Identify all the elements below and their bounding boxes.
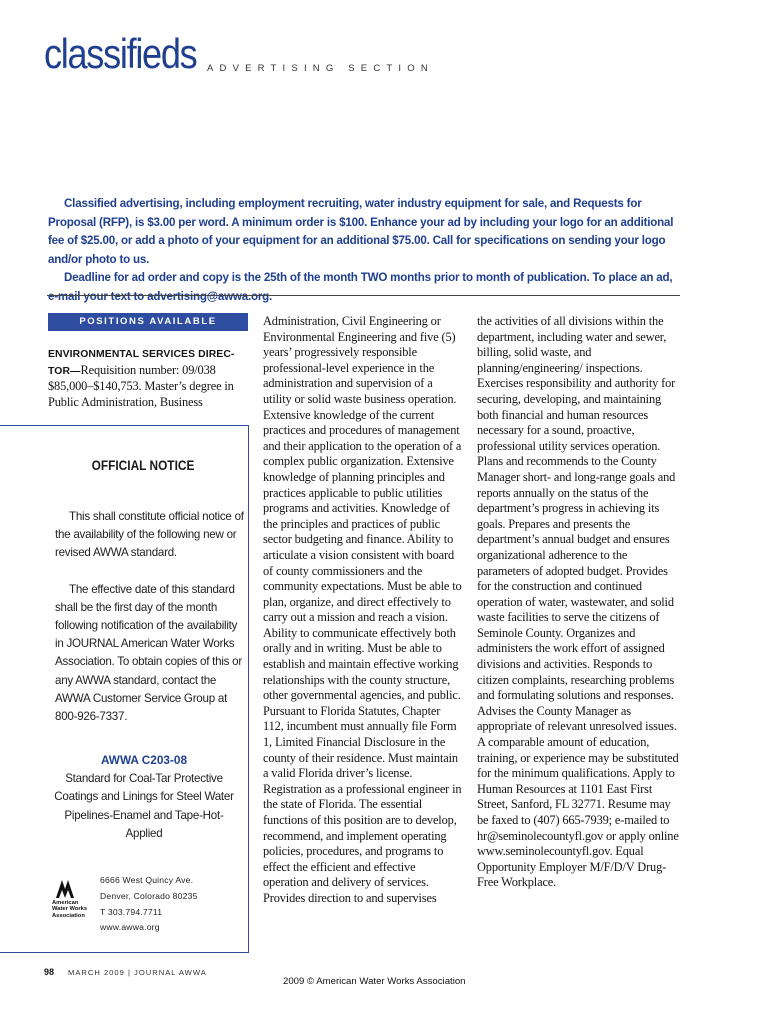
notice-paragraph-2: The effective date of this standard shall be the first day of the month following notification of the availability in JOURNAL American Water Works Association. To obtain copies of this or any AWWA standard, contact the AWWA Customer Service Group at 800-926-7337.: [55, 582, 242, 724]
address-phone: T 303.794.7711: [100, 906, 163, 917]
top-divider: [47, 295, 680, 296]
journal-issue: MARCH 2009 | JOURNAL AWWA: [68, 968, 207, 977]
job-text-col1: Requisition number: 09/038 $85,000–$140,753. Master’s degree in Public Administration, Business: [48, 362, 234, 409]
intro-block: [48, 195, 680, 306]
job-text-col3: the activities of all divisions within the department, including water and sewer, billing, solid waste, and planning/engineering/ inspections. Exercises responsibility and authority for securing, developing, and maintaining both financial and human resources necessary for a sound, proactive, professional utility services operation. Plans and recommends to the County Manager short- and long-range goals and reports annually on the status of the department’s progress in achieving its goals. Prepares and presents the department’s annual budget and ensures organizational adherence to the parameters of adopted budget. Provides for the construction and continued operation of water, wastewater, and solid waste facilities to serve the citizens of Seminole County. Organizes and administers the work effort of assigned divisions and activities. Responds to citizen complaints, researching problems and formulating solutions and responses. Advises the County Manager as appropriate of relevant unresolved issues. A comparable amount of education, training, or experience may be substituted for the minimum qualifications. Apply to Human Resources at 1101 East First Street, Sanford, FL 32771. Resume may be faxed to (407) 665-7939; e-mailed to hr@seminolecountyfl.gov or apply online www.seminolecountyfl.gov. Equal Opportunity Employer M/F/D/V Drug-Free Workplace.: [477, 314, 679, 890]
intro-pricing-paragraph: Classified advertising, including employment recruiting, water industry equipment for sale, and Requests for Proposal (RFP), is $3.00 per word. A minimum order is $100. Enhance your ad by including your logo for an additional fee of $25.00, or add a photo of your equipment for an additional $75.00. Call for specifications on sending your logo and/or photo to us.: [48, 197, 674, 266]
copyright-line: 2009 © American Water Works Association: [283, 976, 466, 987]
section-subtitle: ADVERTISING SECTION: [207, 63, 434, 74]
standard-description: Standard for Coal-Tar Protective Coatings and Linings for Steel Water Pipelines-Enamel and Tape-Hot-Applied: [54, 772, 234, 841]
standard-code: AWWA C203-08: [100, 753, 188, 767]
job-column-1: [48, 346, 251, 410]
section-title: classifieds: [44, 30, 197, 77]
intro-deadline-paragraph: Deadline for ad order and copy is the 25th of the month TWO months prior to month of publication. To place an ad, e-mail your text to advertising@awwa.org.: [48, 271, 673, 303]
awwa-address: [100, 873, 198, 936]
positions-available-band: POSITIONS AVAILABLE: [48, 313, 248, 331]
address-street: 6666 West Quincy Ave.: [100, 875, 194, 885]
job-title: ENVIRONMENTAL SERVICES DIREC-TOR—: [48, 349, 235, 377]
awwa-logo-text: American Water Works Association: [52, 900, 88, 919]
page-number: 98: [44, 967, 55, 977]
official-notice-body: [55, 508, 245, 744]
job-text-col2: Administration, Civil Engineering or Environmental Engineering and five (5) years’ progressively responsible professional-level experience in the administration and supervision of a utility or solid waste business operation. Extensive knowledge of the current practices and procedures of management and their application to the operation of a complex public organization. Extensive knowledge of planning principles and practices applicable to public utilities programs and activities. Knowledge of the principles and practices of public sector budgeting and finance. Ability to articulate a vision consistent with board of county commissioners and the community expectations. Must be able to plan, organize, and direct effectively to carry out a mission and reach a vision. Ability to communicate effectively both orally and in writing. Must be able to establish and maintain effective working relationships with the county structure, other governmental agencies, and public. Pursuant to Florida Statutes, Chapter 112, incumbent must annually file Form 1, Limited Financial Disclosure in the county of their residence. Must maintain a valid Florida driver’s license. Registration as a professional engineer in the state of Florida. The essential functions of this position are to develop, recommend, and implement operating policies, procedures, and programs to effect the efficient and effective operation and delivery of services. Provides direction to and supervises: [263, 314, 462, 905]
address-city: Denver, Colorado 80235: [100, 890, 198, 901]
official-notice-title: OFFICIAL NOTICE: [91, 458, 195, 473]
address-website: www.awwa.org: [100, 922, 160, 933]
notice-paragraph-1: This shall constitute official notice of the availability of the following new or revised AWWA standard.: [55, 510, 244, 560]
job-column-3: [477, 314, 682, 891]
job-column-2: [263, 314, 463, 907]
